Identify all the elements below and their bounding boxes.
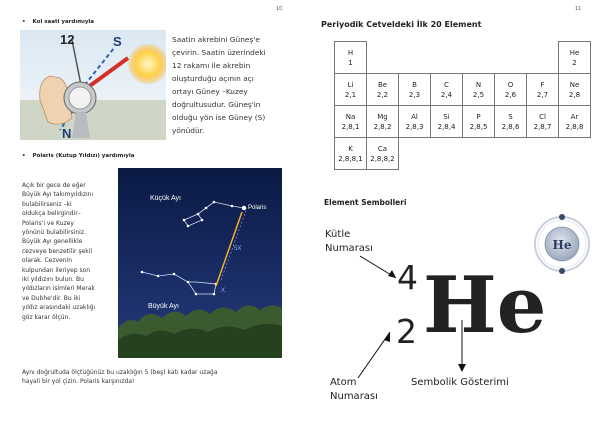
periodic-table (334, 41, 591, 170)
empty-cell (495, 138, 527, 170)
element-symbol-text: Cl (539, 112, 546, 121)
page-number-right: 11 (575, 6, 582, 12)
empty-cell (399, 42, 431, 74)
element-symbol-text: Si (443, 112, 450, 121)
empty-cell (527, 138, 559, 170)
section-title-polaris: • Polaris (Kutup Yıldızı) yardımıyla (22, 153, 134, 159)
element-cell (495, 74, 527, 106)
atom-icon-symbol: He (552, 238, 572, 252)
element-symbol-text: Ar (570, 112, 579, 121)
atom-icon (531, 213, 593, 275)
element-symbol-text: P (476, 112, 481, 121)
element-config-text: 2,5 (472, 90, 485, 99)
element-cell (367, 138, 399, 170)
element-symbol: He (423, 260, 547, 351)
element-config-text: 1 (348, 58, 353, 67)
element-config-text: 2,8,8,2 (370, 154, 395, 163)
element-cell (335, 106, 367, 138)
empty-cell (559, 138, 591, 170)
empty-cell (431, 138, 463, 170)
element-config-text: 2,8,3 (405, 122, 424, 131)
element-cell (335, 138, 367, 170)
table-title: Periyodik Cetveldeki İlk 20 Element (321, 20, 482, 29)
element-config-text: 2,8 (568, 90, 581, 99)
periodic-table-row (335, 74, 591, 106)
mass-number: 4 (397, 258, 418, 297)
footer-text: Aynı doğrultuda ölçtüğünüz bu uzaklığın 5 (beş) katı kadar uzağa hayali bir yol çizin. Polaris karşınızda! (22, 369, 218, 386)
element-cell (495, 106, 527, 138)
element-symbol-text: Al (411, 112, 418, 121)
element-config-text: 2,8,1 (341, 122, 360, 131)
element-symbol-text: F (540, 80, 545, 89)
atomic-number: 2 (396, 312, 417, 351)
section1-text: Saatin akrebini Güneş'e çevirin. Saatin üzerindeki 12 rakamı ile akrebin oluşturduğu açının açı ortayı Güney –Kuzey doğrultusudur. Güneş'in olduğu yön ise Güney (S) yönüdür. (172, 35, 266, 135)
night-sky-illustration (118, 168, 282, 358)
element-cell (527, 106, 559, 138)
section2-text: Açık bir gece de eğer Büyük Ayı takımyıldızını bulabilirseniz –ki oldukça belirgindir– Polaris'i ve Kuzey yönünü bulabilirsiniz. Büyük Ayı genellikle cezveye benzetilir şekil olarak. Cezvenin kulpundan ileriyep son iki yıldızını bulun. Bu yıldızların isimleri Merak ve Dubhe'dir. Bu iki yıldız arasındaki uzaklığı göz karar ölçün. (22, 182, 96, 321)
element-cell (367, 74, 399, 106)
element-symbol-text: B (412, 80, 417, 89)
periodic-table-row (335, 106, 591, 138)
element-cell (463, 74, 495, 106)
distance-label: 5X (234, 246, 242, 252)
element-symbol-text: O (507, 80, 514, 89)
polaris-label: Polaris (248, 205, 267, 211)
watch-label-n: N (62, 126, 72, 140)
element-config-text: 2,7 (536, 90, 549, 99)
element-symbol-text: Mg (377, 112, 388, 121)
watch-label-s: S (113, 34, 122, 49)
element-config-text: 2,8,7 (533, 122, 552, 131)
atom-number-label: Atom Numarası (330, 377, 378, 402)
element-symbol-text: C (444, 80, 449, 89)
element-cell (399, 74, 431, 106)
element-symbol-text: H (347, 48, 354, 57)
element-cell (431, 74, 463, 106)
empty-cell (367, 42, 399, 74)
watch-illustration (20, 30, 166, 140)
symbol-label: Sembolik Gösterimi (411, 377, 509, 388)
element-cell (335, 42, 367, 74)
element-config-text: 2,4 (440, 90, 453, 99)
symbols-title: Element Sembolleri (324, 198, 407, 207)
element-cell (399, 106, 431, 138)
element-config-text: 2,3 (408, 90, 421, 99)
element-config-text: 2,2 (376, 90, 389, 99)
watch-label-12: 12 (60, 32, 75, 47)
element-cell (431, 106, 463, 138)
little-bear-label: Küçük Ayı (150, 195, 182, 202)
mass-number-label: Kütle Numarası (325, 229, 373, 254)
periodic-table-row (335, 42, 591, 74)
element-cell (367, 106, 399, 138)
element-symbol-text: S (508, 112, 513, 121)
element-symbol-text: N (475, 80, 482, 89)
element-config-text: 2,6 (504, 90, 517, 99)
element-config-text: 2,8,5 (469, 122, 488, 131)
element-cell (463, 106, 495, 138)
unit-label: X (221, 288, 226, 294)
page-number-left: 10 (276, 6, 283, 12)
element-config-text: 2,1 (344, 90, 357, 99)
periodic-table-row (335, 138, 591, 170)
empty-cell (527, 42, 559, 74)
element-cell (559, 42, 591, 74)
element-config-text: 2 (572, 58, 577, 67)
element-symbol-text: K (348, 144, 353, 153)
element-symbol-text: Be (377, 80, 388, 89)
empty-cell (399, 138, 431, 170)
element-config-text: 2,8,4 (437, 122, 456, 131)
big-bear-label: Büyük Ayı (148, 303, 180, 310)
element-config-text: 2,8,8 (565, 122, 584, 131)
section-title-watch: • Kol saati yardımıyla (22, 19, 94, 25)
empty-cell (495, 42, 527, 74)
element-cell (559, 74, 591, 106)
element-cell (335, 74, 367, 106)
element-config-text: 2,8,8,1 (338, 154, 363, 163)
element-config-text: 2,8,6 (501, 122, 520, 131)
empty-cell (431, 42, 463, 74)
element-symbol-text: Ca (377, 144, 388, 153)
element-symbol-text: He (569, 48, 580, 57)
empty-cell (463, 42, 495, 74)
empty-cell (463, 138, 495, 170)
element-config-text: 2,8,2 (373, 122, 392, 131)
element-symbol-text: Li (347, 80, 354, 89)
element-cell (527, 74, 559, 106)
element-symbol-text: Ne (569, 80, 580, 89)
element-cell (559, 106, 591, 138)
element-symbol-text: Na (345, 112, 356, 121)
